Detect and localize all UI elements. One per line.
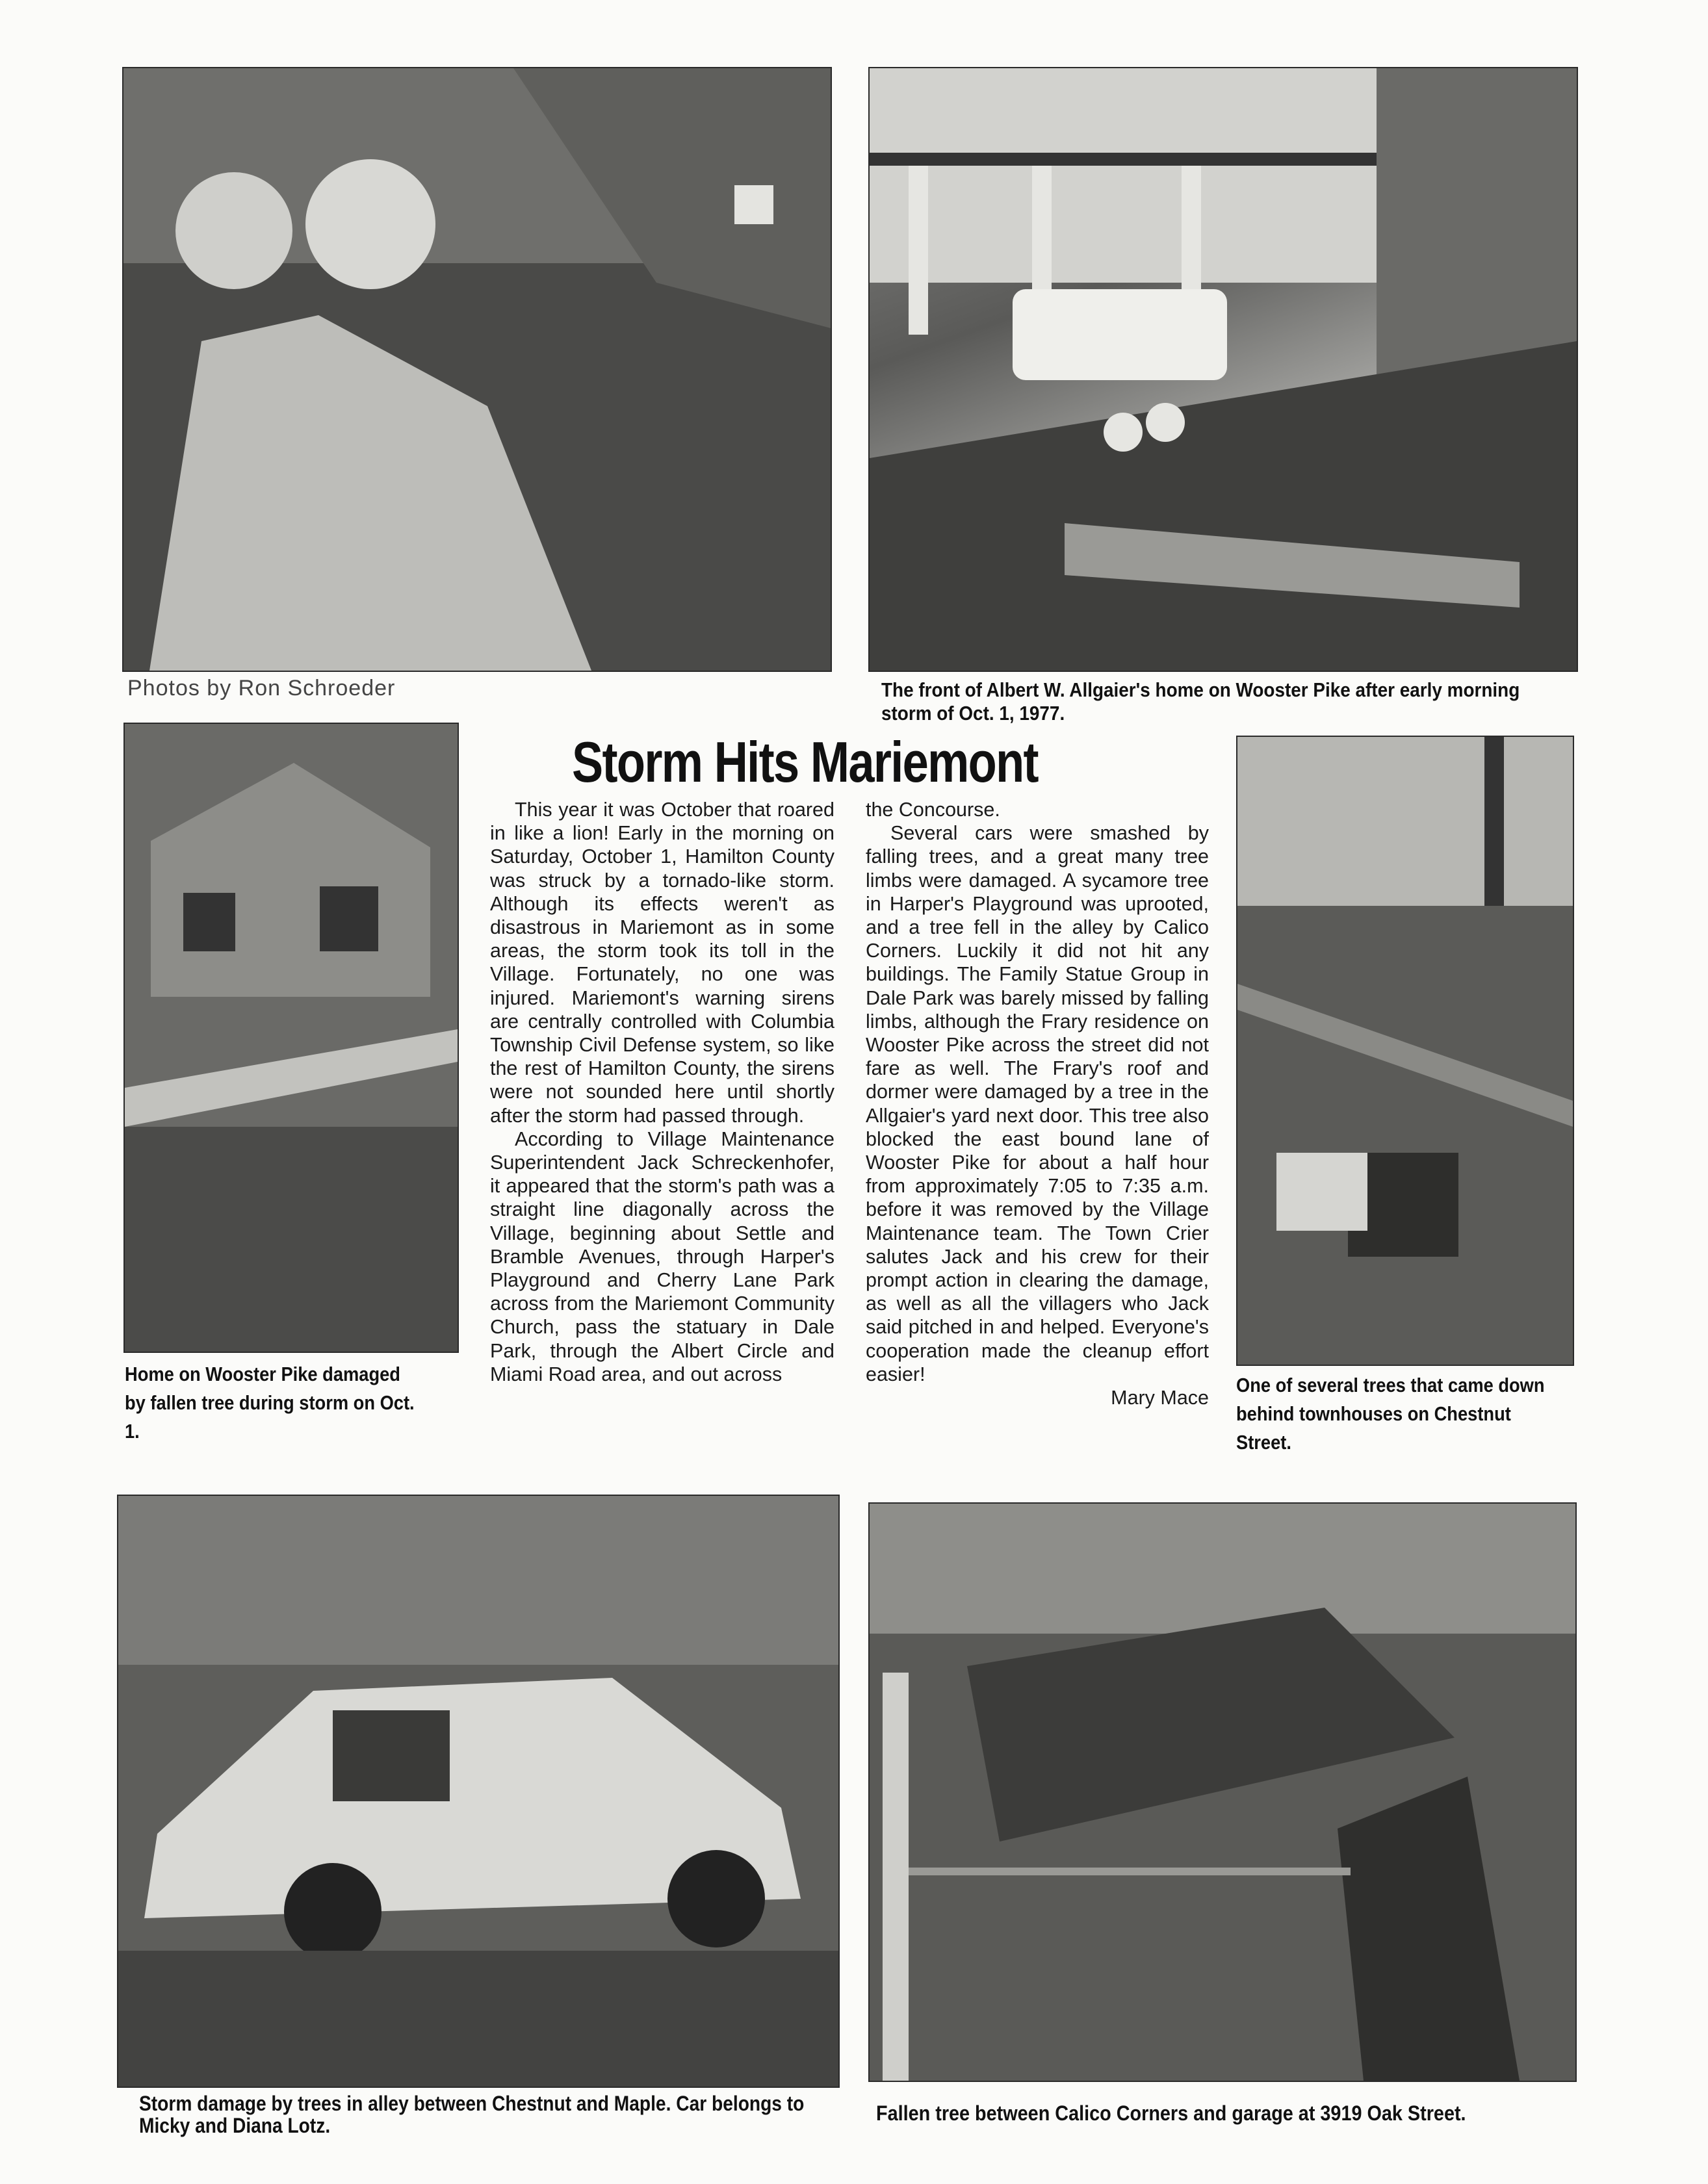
photo-oak-street [868, 1502, 1577, 2082]
wooster-home-image [125, 724, 458, 1352]
caption-alley-car: Storm damage by trees in alley between Chestnut and Maple. Car belongs to Micky and Diana Lotz. [139, 2092, 805, 2137]
caption-oak-street: Fallen tree between Calico Corners and garage at 3919 Oak Street. [876, 2101, 1466, 2125]
alley-car-image [118, 1496, 838, 2087]
article-paragraph: This year it was October that roared in like a lion! Early in the morning on Saturday, October 1, Hamilton County was struck by a tornado-like storm. Although its effects weren't as disastrous in Mariemont as in some areas, the storm took its toll in the Village. Fortunately, no one was injured. Mariemont's warning sirens are centrally controlled with Columbia Township Civil Defense system, so like the rest of Hamilton County, the sirens were not sounded here until shortly after the storm had passed through. [490, 799, 835, 1127]
chestnut-trees-image [1237, 737, 1573, 1365]
article-column-right [866, 798, 1209, 1409]
statue-image [123, 68, 831, 671]
caption-wooster-home: Home on Wooster Pike damaged by fallen tree during storm on Oct. 1. [125, 1363, 415, 1443]
photo-statue-group [122, 67, 832, 672]
photo-allgaier-home [868, 67, 1578, 672]
article-byline: Mary Mace [1111, 1387, 1209, 1409]
caption-allgaier-home: The front of Albert W. Allgaier's home on Wooster Pike after early morning storm of Oct. 1, 1977. [881, 678, 1520, 725]
article-headline: Storm Hits Mariemont [572, 730, 1038, 794]
article-paragraph: Several cars were smashed by falling trees, and a great many tree limbs were damaged. A sycamore tree in Harper's Playground was uprooted, and a tree fell in the alley by Calico Corners. Luckily it did not hit any buildings. The Family Statue Group in Dale Park was barely missed by falling limbs, although the Frary residence on Wooster Pike across the street did not fare as well. The Frary's roof and dormer were damaged by a tree in the Allgaier's yard next door. This tree also blocked the east bound lane of Wooster Pike for about a half hour from approximately 7:05 to 7:35 a.m. before it was removed by the Village Maintenance team. The Town Crier salutes Jack and his crew for their prompt action in clearing the damage, as well as all the villagers who Jack said pitched in and helped. Everyone's cooperation made the cleanup effort easier! [866, 822, 1209, 1385]
oak-street-image [870, 1504, 1575, 2081]
allgaier-home-image [870, 68, 1577, 671]
article-column-left [490, 798, 835, 1386]
photo-chestnut-trees [1236, 736, 1574, 1366]
photo-wooster-home [123, 723, 459, 1353]
article-paragraph: According to Village Maintenance Superintendent Jack Schreckenhofer, it appeared that the storm's path was a straight line diagonally across the Village, beginning about Settle and Bramble Avenues, through Harper's Playground and Cherry Lane Park across from the Mariemont Community Church, pass the statuary in Dale Park, through the Albert Circle and Miami Road area, and out across [490, 1127, 835, 1385]
photo-credit: Photos by Ron Schroeder [127, 676, 396, 700]
photo-alley-car [117, 1495, 840, 2088]
article-paragraph: the Concourse. [866, 799, 1000, 821]
caption-chestnut-trees: One of several trees that came down behind townhouses on Chestnut Street. [1236, 1374, 1545, 1454]
